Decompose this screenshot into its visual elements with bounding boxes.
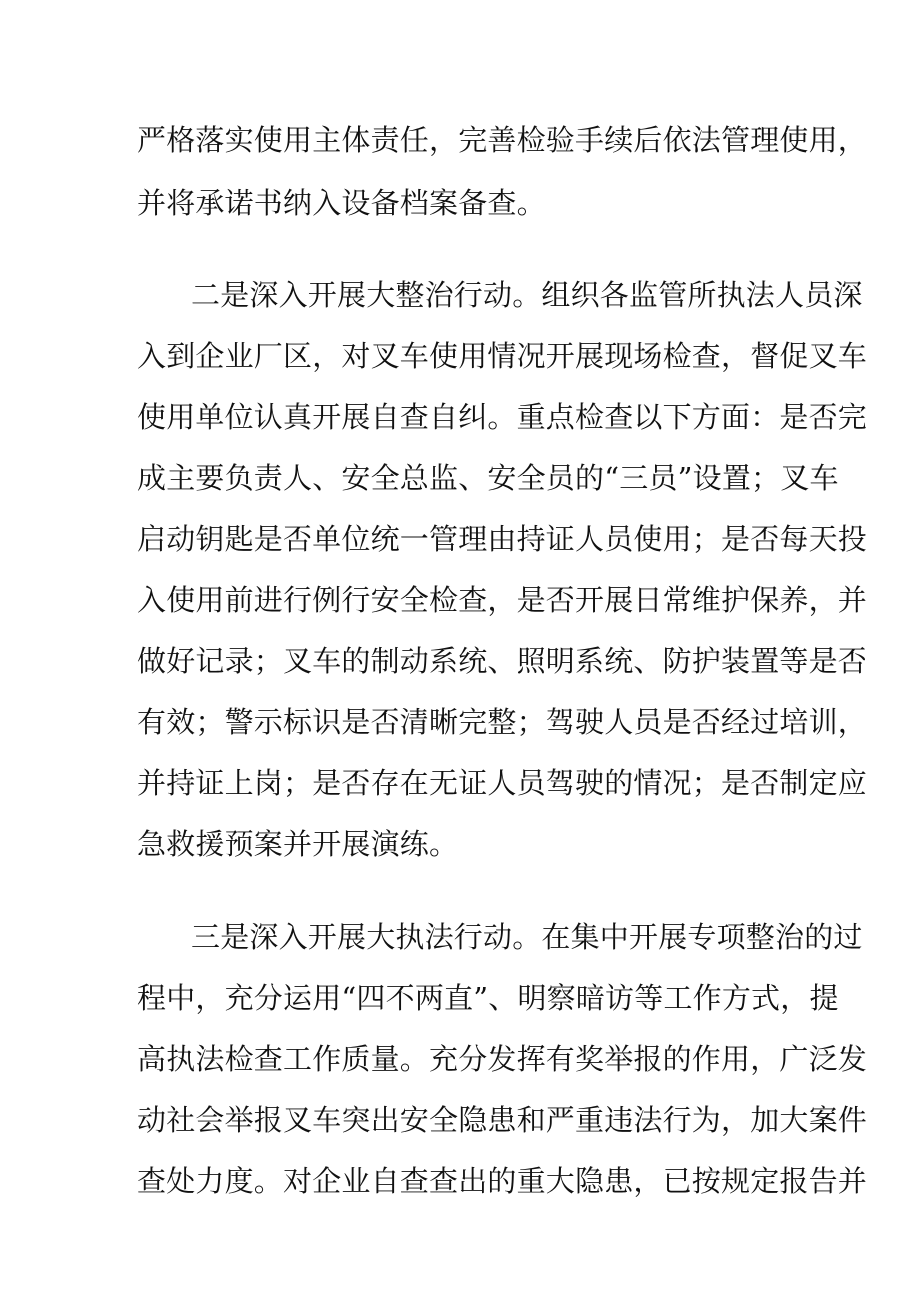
- paragraph-2-line-7: 做好记录；叉车的制动系统、照明系统、防护装置等是否: [137, 644, 868, 678]
- paragraph-3-line-2: 程中，充分运用“四不两直”、明察暗访等工作方式，提: [137, 981, 839, 1015]
- paragraph-3-line-5: 查处力度。对企业自查查出的重大隐患，已按规定报告并: [137, 1164, 868, 1198]
- paragraph-1-line-2: 并将承诺书纳入设备档案备查。: [137, 186, 546, 220]
- paragraph-2-line-3: 使用单位认真开展自查自纠。重点检查以下方面：是否完: [137, 400, 868, 434]
- paragraph-2-line-9: 并持证上岗；是否存在无证人员驾驶的情况；是否制定应: [137, 766, 868, 800]
- paragraph-3-line-4: 动社会举报叉车突出安全隐患和严重违法行为，加大案件: [137, 1103, 868, 1137]
- paragraph-3-line-3: 高执法检查工作质量。充分发挥有奖举报的作用，广泛发: [137, 1042, 868, 1076]
- paragraph-2-line-1: 二是深入开展大整治行动。组织各监管所执法人员深: [191, 278, 863, 312]
- paragraph-2-line-5: 启动钥匙是否单位统一管理由持证人员使用；是否每天投: [137, 522, 868, 556]
- paragraph-2-line-8: 有效；警示标识是否清晰完整；驾驶人员是否经过培训，: [137, 705, 868, 739]
- paragraph-2-line-4: 成主要负责人、安全总监、安全员的“三员”设置；叉车: [137, 461, 839, 495]
- paragraph-1-line-1: 严格落实使用主体责任，完善检验手续后依法管理使用，: [137, 123, 868, 157]
- paragraph-3-line-1: 三是深入开展大执法行动。在集中开展专项整治的过: [191, 920, 863, 954]
- paragraph-2-line-10: 急救援预案并开展演练。: [137, 827, 459, 861]
- paragraph-2-line-2: 入到企业厂区，对叉车使用情况开展现场检查，督促叉车: [137, 339, 868, 373]
- paragraph-2-line-6: 入使用前进行例行安全检查，是否开展日常维护保养，并: [137, 583, 868, 617]
